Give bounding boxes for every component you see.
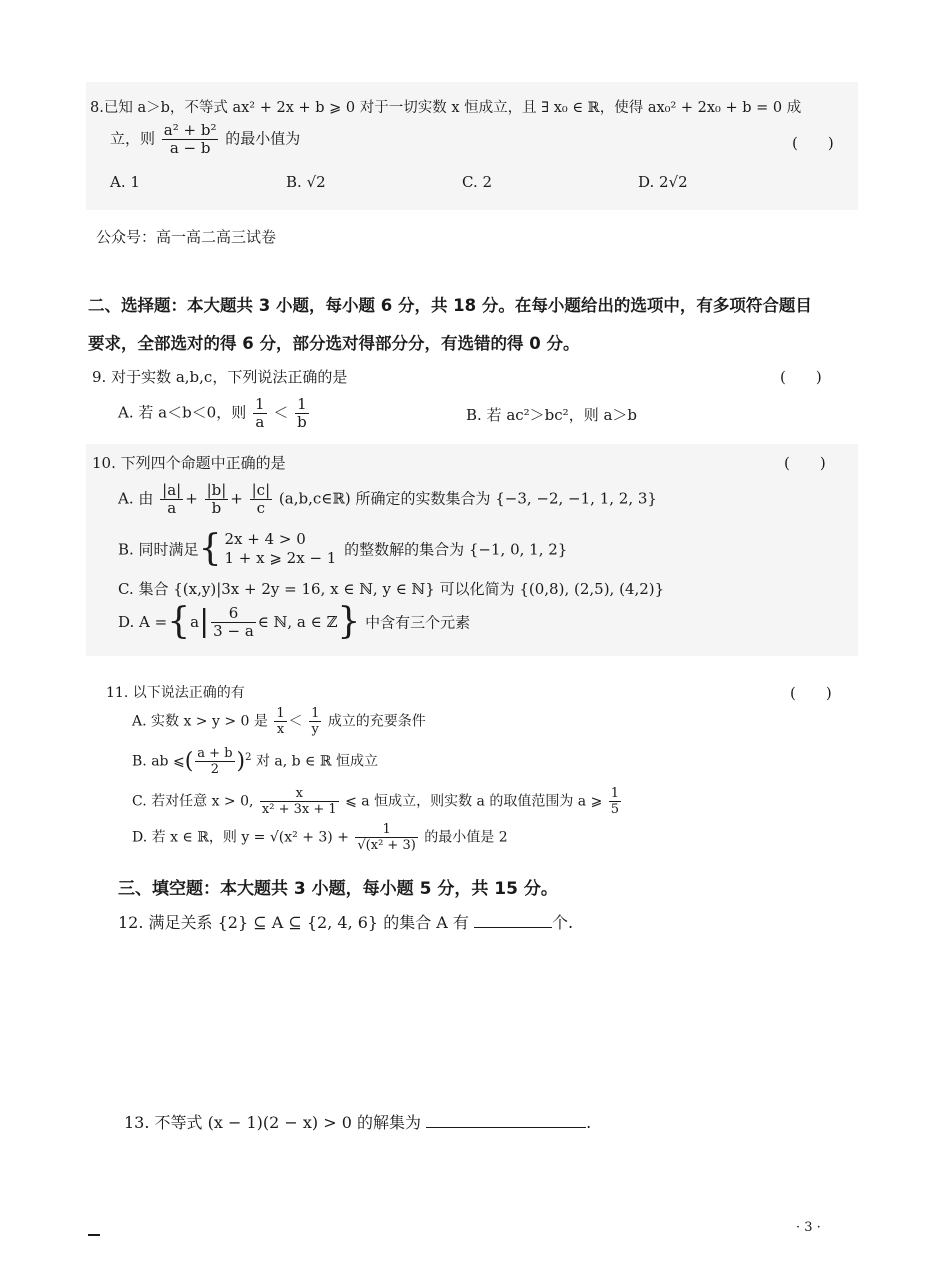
q13-answer-blank[interactable] [426,1111,586,1128]
q11-option-c[interactable] [132,786,623,817]
q11-option-c-mid: ⩽ a 恒成立，则实数 a 的取值范围为 a ⩾ [345,793,603,810]
q10-option-a-frac2 [205,482,229,517]
q11-b-frac-numerator: a + b [197,746,233,761]
q10-stem: 10. 下列四个命题中正确的是 [92,454,286,472]
q9-option-a[interactable] [118,396,311,431]
q8-stem-line1 [90,96,801,117]
q10-set-close-brace-icon: } [337,601,361,642]
section2-title-line1: 二、选择题：本大题共 3 小题，每小题 6 分，共 18 分。在每小题给出的选项中，有多项符合题目 [88,296,812,315]
q8-stem-line2 [110,122,300,157]
q8-fraction-numerator: a² + b² [163,121,217,139]
q9-answer-paren: ( ) [780,368,822,386]
q10-frac3-numerator: |c| [251,481,271,499]
q8-option-a-text: 1 [130,173,140,191]
q11-option-b-frac [195,746,234,777]
q10-set-bar-icon: | [199,604,210,639]
q10-option-d-frac [211,605,256,640]
q9-frac2-denominator: b [297,413,307,431]
q10-option-a-pre: A. 由 [118,489,154,508]
q11-a-frac2-numerator: 1 [311,706,320,721]
q11-d-frac-numerator: 1 [355,822,417,838]
q8-option-b-text: √2 [306,173,326,191]
q13-line [124,1110,591,1133]
q10-option-b[interactable] [118,530,567,568]
q11-answer-paren: ( ) [790,684,832,702]
q11-option-a-frac1 [274,706,286,737]
q11-b-paren-open: ( [184,749,194,774]
q8-option-d-text: 2√2 [659,173,688,191]
q11-option-a-frac2 [309,706,321,737]
q9-option-a-pre: A. 若 a＜b＜0，则 [118,403,247,422]
q10-frac1-numerator: |a| [162,481,182,499]
q8-option-d[interactable] [638,173,688,191]
q9-option-a-lt: ＜ [273,403,289,422]
q11-c-frac-denominator: x² + 3x + 1 [261,802,337,817]
q10-set-open-brace-icon: { [167,601,191,642]
q11-option-d-post: 的最小值是 2 [424,829,508,846]
q9-option-a-frac1 [253,396,267,431]
q10-option-d[interactable] [118,601,471,642]
q8-option-b[interactable] [286,173,326,191]
q11-b-paren-close: ) [236,749,246,774]
q10-frac2-numerator: |b| [206,481,227,499]
q11-option-d[interactable] [132,822,508,853]
q9-option-a-frac2 [295,396,309,431]
q11-b-frac-denominator: 2 [210,762,220,777]
q10-option-b-post: 的整数解的集合为 {−1, 0, 1, 2} [344,540,568,559]
q12-suffix: 个. [552,913,574,932]
q8-option-d-label: D. [638,173,655,191]
q8-fraction-denominator: a − b [169,139,211,157]
q8-option-b-label: B. [286,173,302,191]
q11-c-frac-numerator: x [260,786,339,802]
q13-text: 13. 不等式 (x − 1)(2 − x) > 0 的解集为 [124,1113,421,1132]
page-number: · 3 · [796,1220,821,1235]
section2-title-line2: 要求，全部选对的得 6 分，部分选对得部分分，有选错的得 0 分。 [88,334,580,353]
q9-frac1-numerator: 1 [255,395,265,413]
q10-option-b-pre: B. 同时满足 [118,540,199,559]
q10-answer-paren: ( ) [784,454,826,472]
q10-option-d-post: 中含有三个元素 [365,613,471,632]
q10-option-d-mid: ∈ ℕ, a ∈ ℤ [257,613,338,631]
q10-option-c[interactable]: C. 集合 {(x,y)|3x + 2y = 16, x ∈ ℕ, y ∈ ℕ} 可以化简为 {(0,8), (2,5), (4,2)} [118,580,665,598]
q10-set-var: a [190,613,200,631]
section3-title: 三、填空题：本大题共 3 小题，每小题 5 分，共 15 分。 [118,879,558,899]
q10-system-line1: 2x + 4 > 0 [224,530,306,548]
watermark-line: 公众号：高一高二高三试卷 [96,228,277,246]
q11-option-d-pre: D. 若 x ∈ ℝ，则 y = √(x² + 3) + [132,829,349,846]
q12-line [118,910,573,933]
q11-stem: 11. 以下说法正确的有 [106,685,245,701]
q10-frac3-denominator: c [256,499,266,517]
q12-answer-blank[interactable] [474,911,552,928]
q11-a-frac1-denominator: x [276,722,285,737]
q11-option-b[interactable]: B. ab ⩽( $\frac{a + b}{2}$ )$^2$ 对 a, b ∈ ℝ 恒成立 [132,746,378,777]
q11-c-frac2-numerator: 1 [610,786,620,801]
q9-stem: 9. 对于实数 a,b,c，下列说法正确的是 [92,368,348,386]
q11-c-frac2-denominator: 5 [610,802,620,817]
q10-frac1-denominator: a [167,499,177,517]
q11-option-a-pre: A. 实数 x > y > 0 是 [132,713,268,730]
q11-a-frac2-denominator: y [311,722,319,737]
q9-frac1-denominator: a [255,413,265,431]
q10-d-frac-denominator: 3 − a [213,621,254,640]
q8-number: 8. [90,100,104,116]
q8-answer-paren: ( ) [792,134,834,152]
q11-option-c-frac [260,786,339,817]
q8-stem-text: 已知 a＞b，不等式 ax² + 2x + b ⩾ 0 对于一切实数 x 恒成立，且 ∃ x₀ ∈ ℝ，使得 ax₀² + 2x₀ + b = 0 成 [103,100,802,116]
scan-mark [88,1234,100,1236]
q8-option-a-label: A. [110,173,126,191]
q8-option-c-label: C. [462,173,478,191]
q10-frac2-denominator: b [211,499,222,517]
q8-stem-pre: 立，则 [110,129,156,148]
q11-option-b-post: 对 a, b ∈ ℝ 恒成立 [255,753,378,770]
q8-option-c[interactable] [462,173,492,191]
q12-text: 12. 满足关系 {2} ⊆ A ⊆ {2, 4, 6} 的集合 A 有 [118,913,469,932]
q10-left-brace-icon: { [198,528,222,569]
q9-option-b[interactable]: B. 若 ac²＞bc²，则 a＞b [466,406,638,424]
q11-option-c-pre: C. 若对任意 x > 0, [132,793,254,810]
q8-option-a[interactable] [110,173,140,191]
q11-option-b-pre: B. ab ⩽ [132,753,185,770]
q11-option-a[interactable]: A. 实数 x > y > 0 是 $\frac{1}{x}$ ＜ $\frac{1}{y}$ 成立的充要条件 [132,706,426,737]
q11-option-c-frac2 [609,786,621,817]
q10-option-a-frac1 [160,482,183,517]
q10-option-a-post: (a,b,c∈ℝ) 所确定的实数集合为 {−3, −2, −1, 1, 2, 3} [278,489,657,508]
q11-a-frac1-numerator: 1 [276,706,285,721]
q9-frac2-numerator: 1 [295,396,309,414]
q11-d-frac-denominator: √(x² + 3) [357,838,416,853]
q10-option-d-pre: D. A = [118,613,168,631]
q10-system-line2: 1 + x ⩾ 2x − 1 [224,549,337,567]
q13-suffix: . [586,1113,592,1132]
q8-fraction [162,122,219,157]
q8-option-c-text: 2 [482,173,493,191]
q10-d-frac-numerator: 6 [211,605,256,623]
q10-inequality-system [224,530,336,568]
q11-option-d-frac [355,822,417,853]
q8-stem-post: 的最小值为 [225,129,301,148]
q10-option-a[interactable]: A. 由 $\frac{|a|}{a}$ + $\frac{|b|}{b}$ + $\frac{|c|}{c}$ (a,b,c∈ℝ) 所确定的实数集合为 {−3, −2, −1, 1, 2, 3} [118,481,657,517]
q10-option-a-frac3 [250,482,273,517]
q11-option-a-post: 成立的充要条件 [327,713,426,730]
